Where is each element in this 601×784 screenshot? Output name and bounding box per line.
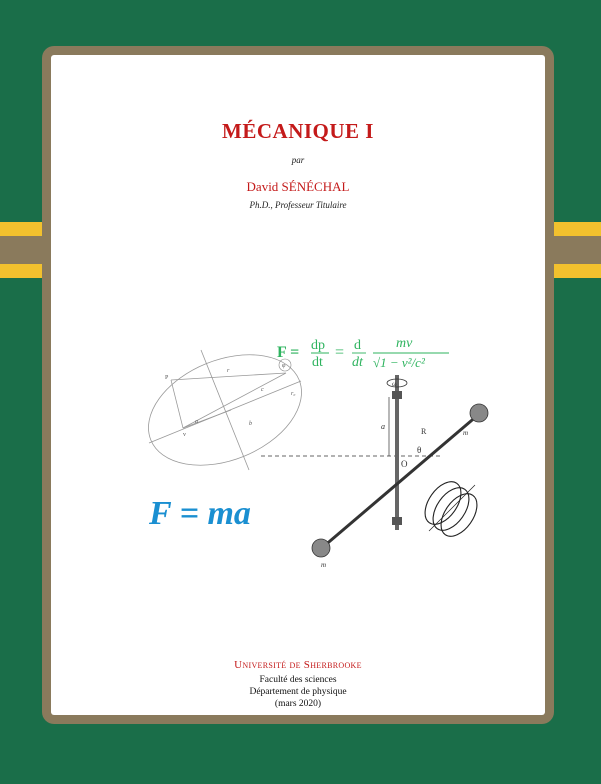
- pendulum-label-R: R: [421, 427, 427, 436]
- relativistic-equation: [277, 336, 449, 370]
- ellipse-label-r0: r₀: [291, 391, 296, 397]
- eq-dp: dp: [311, 338, 325, 353]
- book-title: MÉCANIQUE I: [222, 119, 374, 143]
- author-name: David SÉNÉCHAL: [246, 179, 350, 194]
- cover-page: [51, 55, 545, 715]
- eq-d: d: [354, 338, 361, 353]
- svg-text:=: =: [335, 344, 345, 361]
- author-role: Ph.D., Professeur Titulaire: [249, 200, 347, 210]
- ellipse-label-a: a: [195, 419, 198, 425]
- faculty-name: Faculté des sciences: [259, 675, 337, 685]
- rod: [323, 415, 478, 547]
- eq-sqrt: √1 − v²/c²: [373, 355, 425, 370]
- pendulum-label-omega: ω: [392, 380, 397, 388]
- mass-upper: [470, 404, 488, 422]
- eq-lhs: F =: [277, 344, 300, 361]
- pendulum-label-theta: θ: [417, 445, 422, 455]
- ellipse-label-phi: φ: [282, 363, 286, 369]
- ellipse-label-b: b: [249, 421, 252, 427]
- ellipse-label-c: c: [261, 387, 264, 393]
- helix: [418, 475, 484, 542]
- eq-dt-2: dt: [352, 355, 363, 370]
- publication-date: (mars 2020): [274, 699, 322, 709]
- pendulum-label-m-lower: m: [321, 561, 327, 569]
- pendulum-label-O: O: [401, 459, 408, 469]
- pendulum-label-m-upper: m: [463, 429, 469, 437]
- ellipse-label-v: v: [183, 432, 186, 438]
- ellipse-label-r: r: [227, 368, 230, 374]
- mass-lower: [312, 539, 330, 557]
- university-name: Université de Sherbrooke: [234, 659, 362, 671]
- eq-dt-1: dt: [312, 355, 323, 370]
- pendulum-label-a: a: [381, 422, 385, 431]
- department-name: Département de physique: [249, 687, 347, 697]
- by-label: par: [291, 155, 305, 165]
- ellipse-label-p: P: [165, 375, 169, 381]
- equation-main: F = ma: [149, 495, 251, 532]
- eq-mv: mv: [396, 336, 413, 351]
